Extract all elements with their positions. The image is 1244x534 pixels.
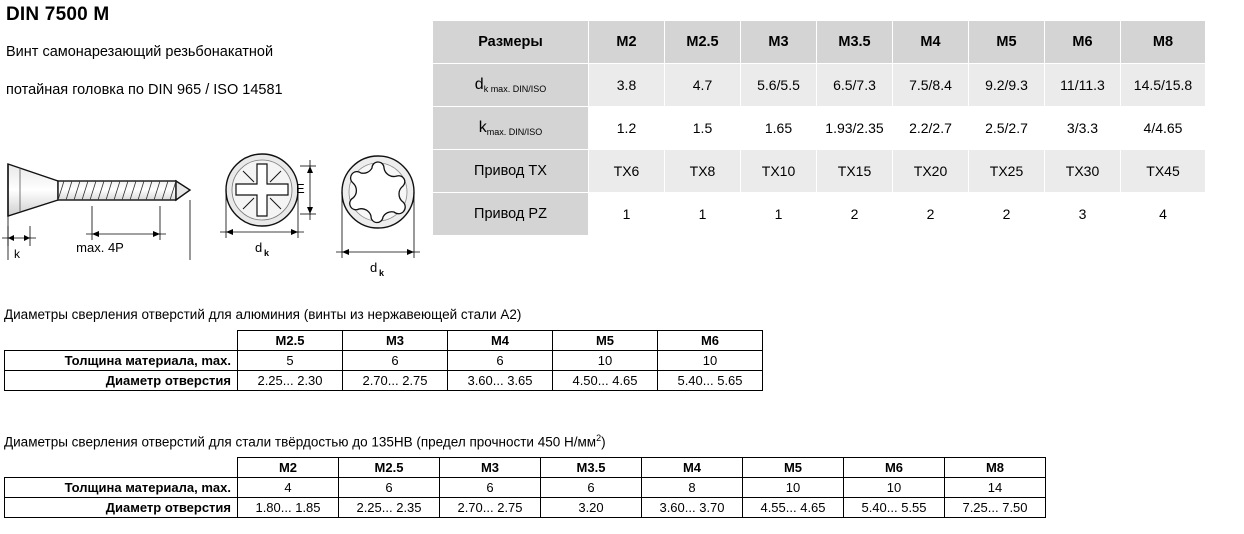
row-label-drive-tx: Привод TX — [433, 150, 589, 193]
header-cell-m25: M2.5 — [665, 21, 741, 64]
cell-dk-m3: 5.6/5.5 — [741, 64, 817, 107]
steel-thickness-m8: 14 — [945, 478, 1046, 498]
steel-header-m5: M5 — [743, 458, 844, 478]
cell-dk-m8: 14.5/15.8 — [1121, 64, 1206, 107]
alu-label-hole: Диаметр отверстия — [5, 371, 238, 391]
alu-thickness-m4: 6 — [448, 351, 553, 371]
steel-thickness-m35: 6 — [541, 478, 642, 498]
row-label-k-subscript: max. DIN/ISO — [486, 127, 543, 137]
cell-tx-m8: TX45 — [1121, 150, 1206, 193]
header-cell-m6: M6 — [1045, 21, 1121, 64]
cell-pz-m8: 4 — [1121, 193, 1206, 236]
svg-text:k: k — [379, 268, 385, 278]
cell-pz-m3: 1 — [741, 193, 817, 236]
steel-row-thickness — [5, 478, 1046, 498]
cell-dk-m5: 9.2/9.3 — [969, 64, 1045, 107]
steel-hole-m2: 1.80... 1.85 — [238, 498, 339, 518]
steel-label-thickness: Толщина материала, max. — [5, 478, 238, 498]
table-row-tx — [433, 150, 1206, 193]
alu-header-m6: M6 — [658, 331, 763, 351]
row-label-drive-pz: Привод PZ — [433, 193, 589, 236]
header-cell-sizes: Размеры — [433, 21, 589, 64]
steel-header-m3: M3 — [440, 458, 541, 478]
steel-header-m25: M2.5 — [339, 458, 440, 478]
cell-pz-m25: 1 — [665, 193, 741, 236]
alu-header-m4: M4 — [448, 331, 553, 351]
table-row-pz — [433, 193, 1206, 236]
header-block — [4, 4, 424, 108]
steel-hole-m35: 3.20 — [541, 498, 642, 518]
page-title: DIN 7500 M — [6, 4, 110, 25]
steel-thickness-m25: 6 — [339, 478, 440, 498]
steel-hole-m6: 5.40... 5.55 — [844, 498, 945, 518]
cell-tx-m2: TX6 — [589, 150, 665, 193]
alu-thickness-m6: 10 — [658, 351, 763, 371]
cell-dk-m25: 4.7 — [665, 64, 741, 107]
svg-text:d: d — [255, 240, 263, 255]
steel-thickness-m5: 10 — [743, 478, 844, 498]
alu-thickness-m5: 10 — [553, 351, 658, 371]
cell-dk-m2: 3.8 — [589, 64, 665, 107]
steel-hole-m4: 3.60... 3.70 — [642, 498, 743, 518]
alu-thickness-m3: 6 — [343, 351, 448, 371]
alu-header-m5: M5 — [553, 331, 658, 351]
header-cell-m35: M3.5 — [817, 21, 893, 64]
steel-caption-text: Диаметры сверления отверстий для стали твёрдостью до 135HB (предел прочности 450 Н/мм — [4, 434, 597, 450]
header-cell-m2: M2 — [589, 21, 665, 64]
steel-thickness-m4: 8 — [642, 478, 743, 498]
steel-hole-m3: 2.70... 2.75 — [440, 498, 541, 518]
steel-drilling-table — [4, 457, 1046, 518]
dimensions-table — [432, 20, 1206, 236]
steel-header-m35: M3.5 — [541, 458, 642, 478]
row-label-k-symbol: k — [478, 119, 487, 136]
aluminium-table-caption: Диаметры сверления отверстий для алюминия (винты из нержавеющей стали A2) — [4, 307, 522, 322]
cell-k-m8: 4/4.65 — [1121, 107, 1206, 150]
cell-tx-m5: TX25 — [969, 150, 1045, 193]
header-cell-m3: M3 — [741, 21, 817, 64]
header-cell-m4: M4 — [893, 21, 969, 64]
cell-tx-m35: TX15 — [817, 150, 893, 193]
steel-caption-tail: ) — [601, 434, 606, 450]
row-label-dk — [433, 64, 589, 107]
svg-text:d: d — [370, 260, 378, 275]
steel-thickness-m2: 4 — [238, 478, 339, 498]
alu-header-row — [5, 331, 763, 351]
cell-tx-m4: TX20 — [893, 150, 969, 193]
steel-caption-superscript: 2 — [596, 433, 602, 443]
cell-dk-m4: 7.5/8.4 — [893, 64, 969, 107]
alu-header-m25: M2.5 — [238, 331, 343, 351]
cell-k-m5: 2.5/2.7 — [969, 107, 1045, 150]
alu-hole-m4: 3.60... 3.65 — [448, 371, 553, 391]
subtitle-line-1: Винт самонарезающий резьбонакатной — [6, 44, 274, 60]
row-label-k — [433, 107, 589, 150]
cell-k-m3: 1.65 — [741, 107, 817, 150]
steel-hole-m8: 7.25... 7.50 — [945, 498, 1046, 518]
steel-label-hole: Диаметр отверстия — [5, 498, 238, 518]
steel-header-blank — [5, 458, 238, 478]
steel-header-m4: M4 — [642, 458, 743, 478]
steel-header-m2: M2 — [238, 458, 339, 478]
table-row-k — [433, 107, 1206, 150]
cell-pz-m2: 1 — [589, 193, 665, 236]
alu-header-m3: M3 — [343, 331, 448, 351]
svg-text:k: k — [264, 248, 270, 258]
steel-row-hole — [5, 498, 1046, 518]
steel-hole-m5: 4.55... 4.65 — [743, 498, 844, 518]
table-row-dk — [433, 64, 1206, 107]
steel-header-m8: M8 — [945, 458, 1046, 478]
cell-tx-m3: TX10 — [741, 150, 817, 193]
cell-k-m35: 1.93/2.35 — [817, 107, 893, 150]
steel-hole-m25: 2.25... 2.35 — [339, 498, 440, 518]
cell-k-m2: 1.2 — [589, 107, 665, 150]
steel-header-m6: M6 — [844, 458, 945, 478]
alu-thickness-m25: 5 — [238, 351, 343, 371]
svg-text:E: E — [296, 181, 305, 196]
cell-tx-m6: TX30 — [1045, 150, 1121, 193]
cell-pz-m6: 3 — [1045, 193, 1121, 236]
cell-k-m25: 1.5 — [665, 107, 741, 150]
row-label-dk-subscript: k max. DIN/ISO — [483, 84, 547, 94]
alu-row-hole — [5, 371, 763, 391]
alu-hole-m3: 2.70... 2.75 — [343, 371, 448, 391]
cell-pz-m35: 2 — [817, 193, 893, 236]
header-cell-m8: M8 — [1121, 21, 1206, 64]
header-cell-m5: M5 — [969, 21, 1045, 64]
cell-k-m4: 2.2/2.7 — [893, 107, 969, 150]
alu-hole-m6: 5.40... 5.65 — [658, 371, 763, 391]
svg-text:k: k — [14, 247, 20, 261]
screw-technical-drawing — [0, 140, 420, 280]
aluminium-drilling-table — [4, 330, 763, 391]
alu-header-blank — [5, 331, 238, 351]
alu-hole-m5: 4.50... 4.65 — [553, 371, 658, 391]
steel-header-row — [5, 458, 1046, 478]
row-label-dk-symbol: d — [474, 76, 484, 93]
steel-table-caption — [4, 433, 606, 450]
cell-dk-m35: 6.5/7.3 — [817, 64, 893, 107]
alu-hole-m25: 2.25... 2.30 — [238, 371, 343, 391]
alu-label-thickness: Толщина материала, max. — [5, 351, 238, 371]
steel-thickness-m6: 10 — [844, 478, 945, 498]
svg-text:max. 4P: max. 4P — [76, 240, 124, 255]
cell-pz-m4: 2 — [893, 193, 969, 236]
table-header-row — [433, 21, 1206, 64]
subtitle-line-2: потайная головка по DIN 965 / ISO 14581 — [6, 82, 283, 98]
alu-row-thickness — [5, 351, 763, 371]
cell-k-m6: 3/3.3 — [1045, 107, 1121, 150]
steel-thickness-m3: 6 — [440, 478, 541, 498]
cell-pz-m5: 2 — [969, 193, 1045, 236]
cell-dk-m6: 11/11.3 — [1045, 64, 1121, 107]
cell-tx-m25: TX8 — [665, 150, 741, 193]
